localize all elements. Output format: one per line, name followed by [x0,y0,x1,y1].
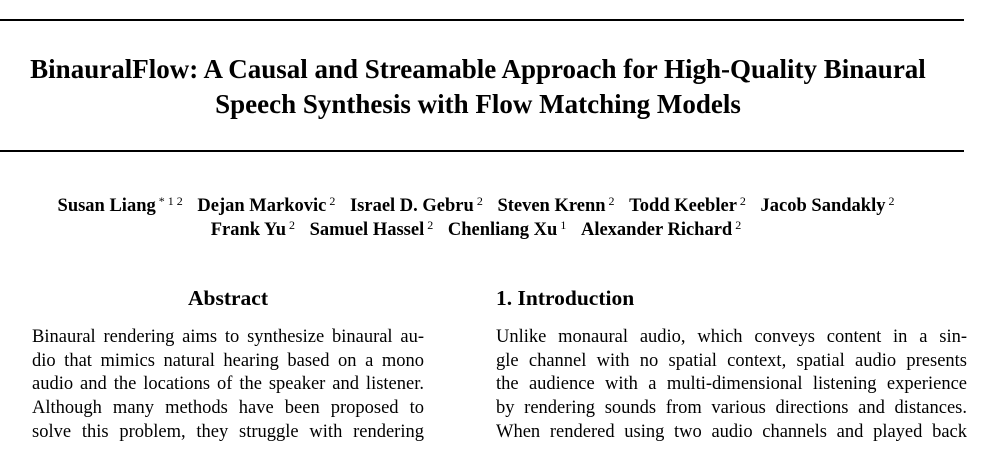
author [581,218,741,242]
introduction-line: the audience with a multi-dimensional listening experience [496,374,967,395]
introduction-heading: 1. Introduction [496,286,635,310]
author-name: Alexander Richard [580,220,733,240]
author-affiliation: 2 [427,218,434,232]
author [629,194,746,218]
author-affiliation: 2 [288,218,295,232]
introduction-line: Unlike monaural audio, which conveys content in a sin- [496,327,967,347]
abstract-line: audio and the locations of the speaker and listener. [32,374,424,395]
author-affiliation: 2 [735,218,742,232]
author [197,194,335,218]
author [310,218,434,242]
author-list [0,194,952,242]
abstract-line: solve this problem, they struggle with rendering [32,421,424,442]
bottom-rule [0,150,964,152]
paper-title [0,52,956,122]
author-name: Jacob Sandakly [760,196,886,216]
author-affiliation: 2 [739,194,746,208]
top-rule [0,19,964,21]
abstract-line: dio that mimics natural hearing based on a mono [32,350,424,371]
author-affiliation: 2 [329,194,336,208]
introduction-line: When rendered using two audio channels and played back [496,421,967,442]
author-name: Israel D. Gebru [349,196,474,216]
introduction-line: gle channel with no spatial context, spatial audio presents [496,350,967,371]
author-affiliation: 1 [560,218,567,232]
author-name: Susan Liang [57,196,156,216]
author-affiliation: * 1 2 [158,194,183,208]
author-line-1 [0,194,952,218]
abstract-column [32,284,424,445]
author [350,194,483,218]
author-affiliation: 2 [888,194,895,208]
author-affiliation: 2 [608,194,615,208]
abstract-line: Binaural rendering aims to synthesize binaural au- [32,327,424,347]
author-name: Samuel Hassel [309,220,425,240]
author-affiliation: 2 [476,194,483,208]
author-name: Todd Keebler [629,196,737,216]
author [58,194,183,218]
abstract-text [32,326,424,445]
author [497,194,614,218]
author [761,194,895,218]
author [211,218,295,242]
author-name: Dejan Markovic [197,196,327,216]
title-line-2: Speech Synthesis with Flow Matching Models [215,89,741,119]
introduction-column [496,284,967,445]
author-name: Frank Yu [210,220,286,240]
abstract-line: Although many methods have been proposed to [32,398,424,419]
title-line-1: BinauralFlow: A Causal and Streamable Approach for High-Quality Binaural [30,54,926,84]
author-name: Steven Krenn [497,196,606,216]
author-name: Chenliang Xu [447,220,558,240]
abstract-heading: Abstract [187,286,268,310]
author [448,218,567,242]
introduction-text [496,326,967,445]
author-line-2 [0,218,952,242]
introduction-line: by rendering sounds from various directions and distances. [496,398,967,419]
